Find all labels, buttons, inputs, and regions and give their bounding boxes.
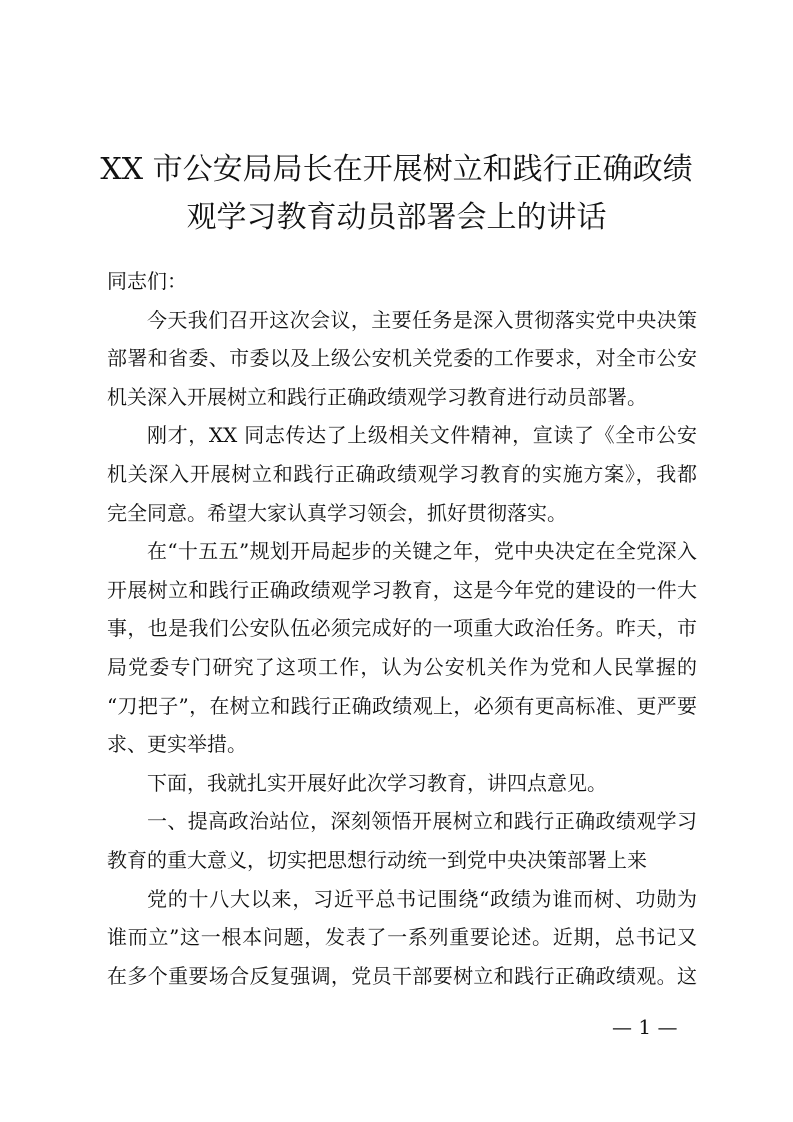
paragraph-line: 在“十五五”规划开局起步的关键之年，党中央决定在全党深入 (147, 539, 697, 564)
salutation-text: 同志们： (107, 269, 187, 293)
paragraph-line: 在多个重要场合反复强调，党员干部要树立和践行正确政绩观。这 (107, 963, 697, 988)
paragraph (107, 532, 697, 764)
paragraph-line: 局党委专门研究了这项工作，认为公安机关作为党和人民掌握的 (107, 654, 697, 679)
page-number: — 1 — (612, 1015, 678, 1039)
paragraph-line: 下面，我就扎实开展好此次学习教育，讲四点意见。 (147, 770, 607, 795)
paragraph (107, 802, 697, 879)
paragraph (107, 880, 697, 996)
document-title (100, 146, 693, 242)
paragraph-line: 刚才，XX 同志传达了上级相关文件精神，宣读了《全市公安 (147, 423, 697, 448)
paragraph-line: 事，也是我们公安队伍必须完成好的一项重大政治任务。昨天，市 (107, 616, 697, 641)
paragraph-line: “刀把子”，在树立和践行正确政绩观上，必须有更高标准、更严要 (107, 693, 697, 718)
paragraph (107, 301, 697, 417)
paragraph-line: 部署和省委、市委以及上级公安机关党委的工作要求，对全市公安 (107, 346, 697, 371)
paragraph-line: 一、提高政治站位，深刻领悟开展树立和践行正确政绩观学习 (147, 809, 697, 834)
paragraph-line: 机关深入开展树立和践行正确政绩观学习教育进行动员部署。 (107, 384, 647, 409)
title-line-2: 观学习教育动员部署会上的讲话 (186, 200, 607, 235)
paragraph (107, 764, 697, 803)
paragraph-line: 完全同意。希望大家认真学习领会，抓好贯彻落实。 (107, 500, 567, 525)
salutation (107, 262, 697, 301)
paragraph-line: 今天我们召开这次会议，主要任务是深入贯彻落实党中央决策 (147, 307, 697, 332)
paragraph-line: 求、更实举措。 (107, 732, 247, 757)
paragraph-line: 开展树立和践行正确政绩观学习教育，这是今年党的建设的一件大 (107, 577, 697, 602)
paragraph-line: 谁而立”这一根本问题，发表了一系列重要论述。近期，总书记又 (107, 925, 697, 950)
paragraph (107, 416, 697, 532)
document-body (107, 262, 697, 995)
title-line-1: XX 市公安局局长在开展树立和践行正确政绩 (100, 152, 693, 187)
paragraph-line: 机关深入开展树立和践行正确政绩观学习教育的实施方案》，我都 (107, 461, 697, 486)
paragraph-line: 党的十八大以来，习近平总书记围绕“政绩为谁而树、功勋为 (147, 886, 697, 911)
paragraph-line: 教育的重大意义，切实把思想行动统一到党中央决策部署上来 (107, 847, 647, 872)
